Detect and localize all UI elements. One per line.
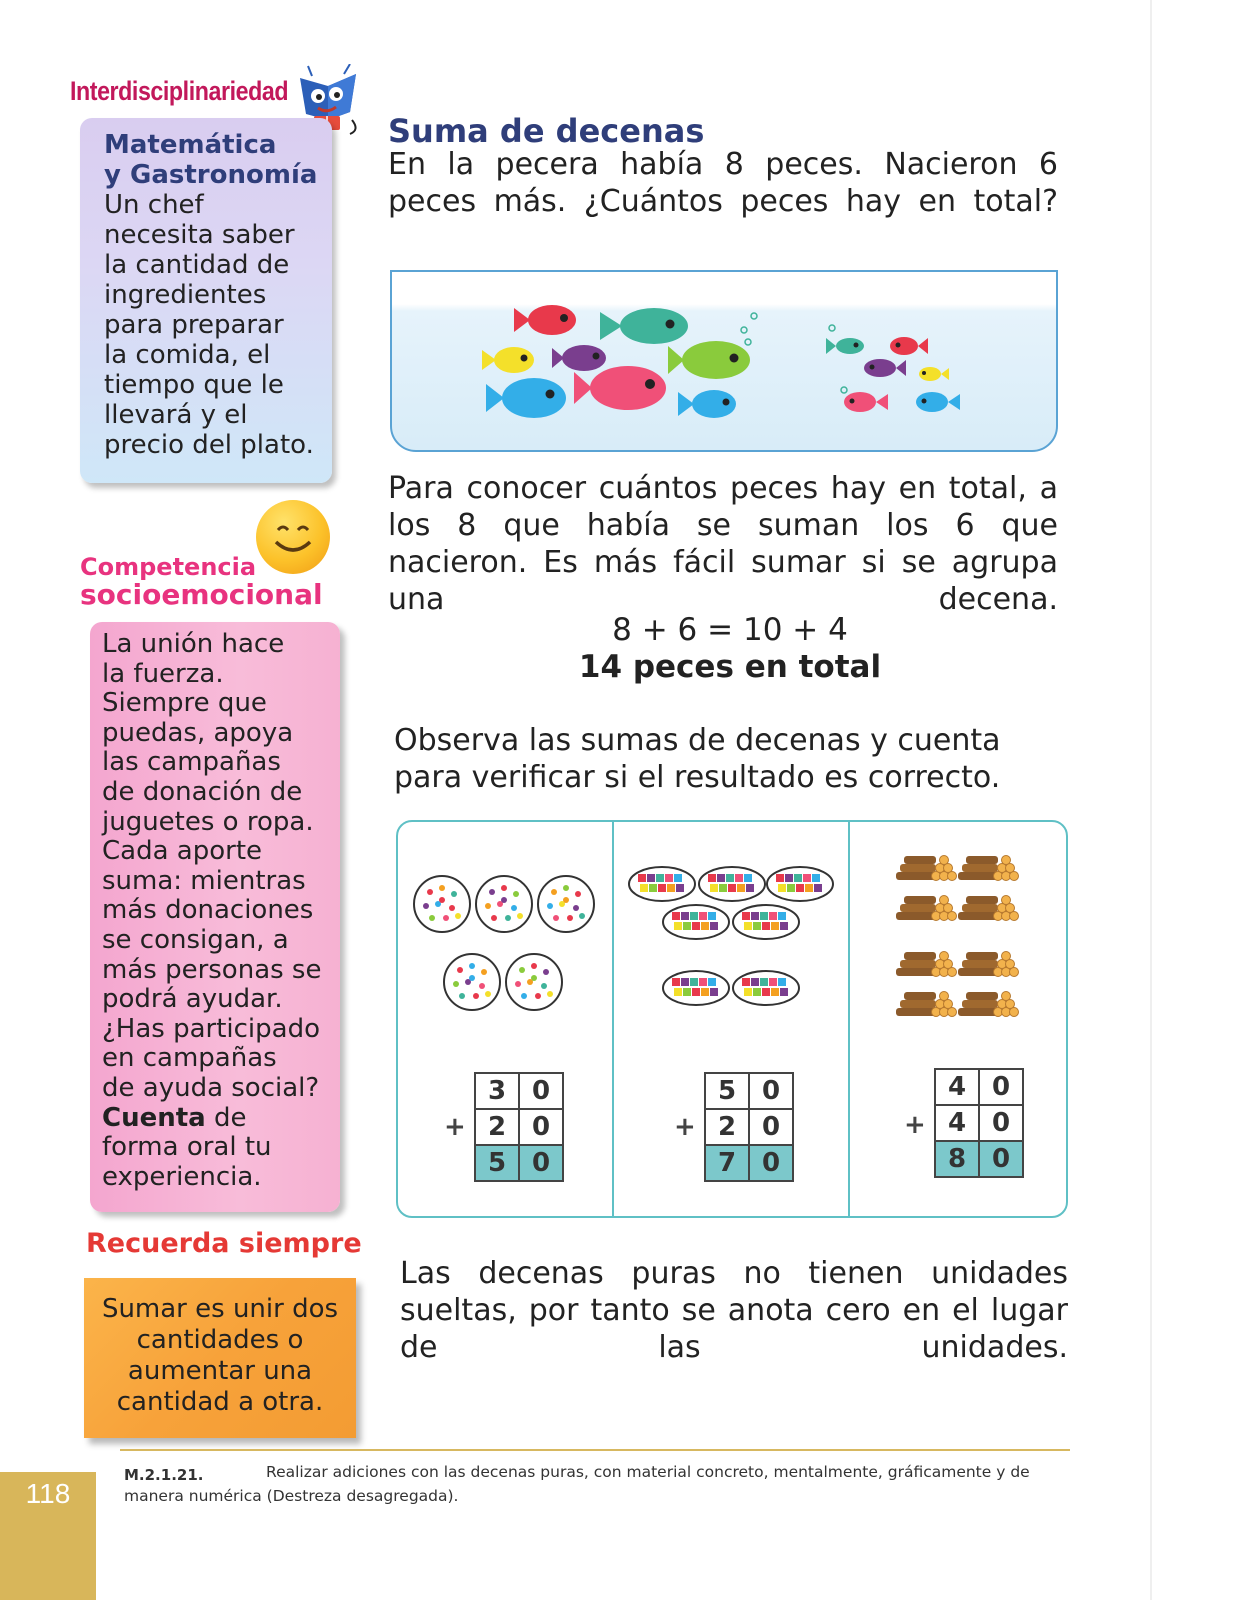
fish-icon <box>486 378 566 418</box>
competencia-line: se consigan, a <box>102 924 289 955</box>
place-value-table <box>474 1072 564 1182</box>
result-cell: 8 <box>935 1141 979 1177</box>
digit-cell: 5 <box>705 1073 749 1109</box>
fish-icon <box>482 347 534 373</box>
result-cell: 5 <box>475 1145 519 1181</box>
closing-text: Las decenas puras no tienen unidades sueltas, por tanto se anota cero en el lugar de las unidades. <box>400 1256 1068 1365</box>
block-groups-svg <box>626 860 838 1010</box>
block-group-icon <box>663 905 729 939</box>
digit-cell: 0 <box>749 1109 793 1145</box>
result-cell: 0 <box>979 1141 1023 1177</box>
explanation-text: Para conocer cuántos peces hay en total, a los 8 que había se suman los 6 que nacieron. Es más fácil sumar si se agrupa una decena. <box>388 471 1058 617</box>
cuenta-bold-word: Cuenta <box>102 1102 206 1133</box>
log-bundle-icon <box>958 952 1019 977</box>
recuerda-line: cantidades o <box>136 1325 304 1355</box>
recuerda-line: Sumar es unir dos <box>101 1294 339 1324</box>
digit-cell: 4 <box>935 1105 979 1141</box>
log-bundle-icon <box>896 992 957 1017</box>
place-value-table <box>934 1068 1024 1178</box>
fish-icon <box>552 345 606 371</box>
block-group-icon <box>733 971 799 1005</box>
small-fish-icon <box>826 338 864 354</box>
plus-sign: + <box>444 1112 466 1142</box>
competencia-line: La unión hace <box>102 629 285 659</box>
digit-cell: 2 <box>705 1109 749 1145</box>
competencia-line: podrá ayudar. <box>102 984 283 1015</box>
bead-groups-svg <box>412 870 602 1018</box>
competencia-line: forma oral tu <box>102 1132 272 1163</box>
competencia-title-line1: Competencia <box>80 553 257 581</box>
aquarium-illustration <box>390 270 1058 452</box>
digit-cell: 4 <box>935 1069 979 1105</box>
equation: 8 + 6 = 10 + 4 <box>612 612 848 648</box>
instruction-text: Observa las sumas de decenas y cuenta para verificar si el resultado es correcto. <box>394 723 1001 795</box>
result-cell: 7 <box>705 1145 749 1181</box>
log-bundle-icon <box>958 896 1019 921</box>
competencia-line: ¿Has participado <box>102 1013 321 1044</box>
bead-dots <box>423 885 585 999</box>
interdisc-line: para preparar <box>104 310 284 340</box>
competencia-line: más donaciones <box>102 895 314 926</box>
fish-icon <box>574 366 666 410</box>
interdisciplinariedad-title: Interdisciplinariedad <box>70 76 289 106</box>
competencia-line-bold <box>102 1104 332 1134</box>
interdisc-heading-2: y Gastronomía <box>104 160 318 190</box>
digit-cell: 0 <box>749 1073 793 1109</box>
interdisc-line: ingredientes <box>104 280 267 310</box>
plus-sign: + <box>904 1110 926 1140</box>
log-bundle-icon <box>958 992 1019 1017</box>
competencia-line: experiencia. <box>102 1161 262 1192</box>
block-group-icon <box>699 867 765 901</box>
log-bundle-icon <box>896 856 957 881</box>
interdisciplinariedad-box <box>80 118 332 483</box>
block-group-icon <box>733 905 799 939</box>
result-cell: 0 <box>749 1145 793 1181</box>
competencia-line: juguetes o ropa. <box>102 806 314 837</box>
digit-cell: 0 <box>979 1069 1023 1105</box>
competencia-line: la fuerza. <box>102 658 224 689</box>
fish-icon <box>514 305 576 335</box>
recuerda-box <box>84 1278 356 1438</box>
fish-icon <box>600 308 688 344</box>
cuenta-after-text: de <box>205 1102 247 1133</box>
competencia-line: Cada aporte <box>102 836 263 867</box>
small-fish-icon <box>864 359 906 377</box>
log-bundle-icon <box>896 952 957 977</box>
competencia-line: más personas se <box>102 954 322 985</box>
block-group-icon <box>767 867 833 901</box>
competencia-title <box>80 553 323 609</box>
addition-panels <box>396 820 1068 1218</box>
log-bundle-icon <box>896 896 957 921</box>
fish-icon <box>668 341 750 379</box>
interdisc-line: la comida, el <box>104 340 271 370</box>
interdisc-line: llevará y el <box>104 400 248 430</box>
interdisc-line: precio del plato. <box>104 430 314 460</box>
equation-result: 14 peces en total <box>578 649 882 685</box>
result-cell: 0 <box>519 1145 563 1181</box>
competencia-line: de donación de <box>102 776 303 807</box>
plus-sign: + <box>674 1112 696 1142</box>
panel-divider <box>612 822 614 1216</box>
recuerda-line: cantidad a otra. <box>116 1387 324 1417</box>
digit-cell: 2 <box>475 1109 519 1145</box>
competencia-box <box>90 622 340 1212</box>
digit-cell: 0 <box>519 1109 563 1145</box>
interdisc-line: tiempo que le <box>104 370 284 400</box>
small-fish-icon <box>916 392 960 412</box>
interdisc-line: Un chef <box>104 190 204 220</box>
competencia-line: de ayuda social? <box>102 1072 320 1103</box>
competencia-line: puedas, apoya <box>102 717 294 748</box>
digit-cell: 3 <box>475 1073 519 1109</box>
bead-group-icon <box>414 876 594 1010</box>
fish-group-svg <box>392 272 1060 454</box>
interdisc-line: necesita saber <box>104 220 295 250</box>
skill-description: Realizar adiciones con las decenas puras, con material concreto, mentalmente, gráficamente y de manera numérica (Destreza desagregada). <box>124 1463 1030 1505</box>
recuerda-line: aumentar una <box>127 1356 313 1386</box>
competencia-line: Siempre que <box>102 688 267 719</box>
log-bundle-icon <box>958 856 1019 881</box>
footer-divider <box>120 1449 1070 1451</box>
block-group-icon <box>629 867 695 901</box>
problem-text: En la pecera había 8 peces. Nacieron 6 peces más. ¿Cuántos peces hay en total? <box>388 147 1058 219</box>
log-bundles-svg <box>892 852 1028 1032</box>
competencia-line: suma: mientras <box>102 865 306 896</box>
page-number: 118 <box>25 1478 71 1509</box>
digit-cell: 0 <box>519 1073 563 1109</box>
small-fish-icon <box>919 367 949 381</box>
recuerda-title: Recuerda siempre <box>86 1228 362 1259</box>
interdisc-heading-1: Matemática <box>104 130 277 160</box>
competencia-title-line2: socioemocional <box>80 578 323 611</box>
competencia-line: las campañas <box>102 747 281 778</box>
page-edge <box>1150 0 1152 1600</box>
fish-icon <box>678 390 736 418</box>
competencia-line: en campañas <box>102 1043 277 1074</box>
small-fish-icon <box>844 392 888 412</box>
interdisc-line: la cantidad de <box>104 250 290 280</box>
block-group-icon <box>663 971 729 1005</box>
skill-code: M.2.1.21. <box>124 1466 204 1484</box>
panel-divider <box>848 822 850 1216</box>
digit-cell: 0 <box>979 1105 1023 1141</box>
section-title: Suma de decenas <box>388 112 705 150</box>
place-value-table <box>704 1072 794 1182</box>
small-fish-icon <box>890 337 928 355</box>
